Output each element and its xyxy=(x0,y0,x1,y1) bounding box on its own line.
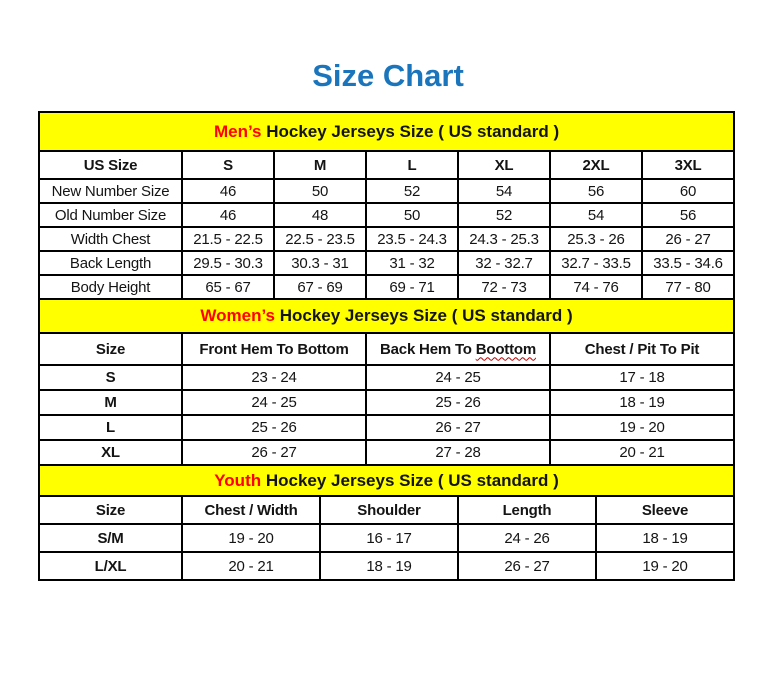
youth-banner-highlight: Youth xyxy=(214,470,262,490)
mens-col-xl: XL xyxy=(458,151,550,179)
value-cell: 24.3 - 25.3 xyxy=(458,227,550,251)
womens-banner-row xyxy=(39,299,734,333)
womens-size-table xyxy=(38,298,735,466)
womens-banner-highlight: Women’s xyxy=(200,306,275,325)
value-cell: 18 - 19 xyxy=(596,524,734,552)
value-cell: 60 xyxy=(642,179,734,203)
mens-header-row xyxy=(39,151,734,179)
value-cell: 20 - 21 xyxy=(182,552,320,580)
value-cell: 46 xyxy=(182,179,274,203)
womens-banner-rest: Hockey Jerseys Size ( US standard ) xyxy=(275,306,573,325)
youth-col-shoulder: Shoulder xyxy=(320,496,458,524)
value-cell: 18 - 19 xyxy=(550,390,734,415)
value-cell: 23.5 - 24.3 xyxy=(366,227,458,251)
value-cell: 25.3 - 26 xyxy=(550,227,642,251)
womens-col-back-hem-prefix: Back Hem To xyxy=(380,340,476,358)
value-cell: 26 - 27 xyxy=(458,552,596,580)
youth-col-length: Length xyxy=(458,496,596,524)
value-cell: 77 - 80 xyxy=(642,275,734,299)
value-cell: 54 xyxy=(550,203,642,227)
row-label-cell: M xyxy=(39,390,182,415)
value-cell: 67 - 69 xyxy=(274,275,366,299)
youth-size-table xyxy=(38,464,735,581)
value-cell: 32 - 32.7 xyxy=(458,251,550,275)
value-cell: 65 - 67 xyxy=(182,275,274,299)
value-cell: 26 - 27 xyxy=(366,415,550,440)
mens-banner-highlight: Men’s xyxy=(213,121,262,141)
youth-header-row xyxy=(39,496,734,524)
value-cell: 32.7 - 33.5 xyxy=(550,251,642,275)
value-cell: 26 - 27 xyxy=(642,227,734,251)
value-cell: 21.5 - 22.5 xyxy=(182,227,274,251)
value-cell: 50 xyxy=(274,179,366,203)
womens-banner xyxy=(39,299,734,333)
mens-col-s: S xyxy=(182,151,274,179)
row-label-cell: New Number Size xyxy=(39,179,182,203)
mens-col-m: M xyxy=(274,151,366,179)
value-cell: 54 xyxy=(458,179,550,203)
value-cell: 46 xyxy=(182,203,274,227)
youth-col-chest-width: Chest / Width xyxy=(182,496,320,524)
womens-col-back-hem-misspelled-word: Boottom xyxy=(475,340,536,358)
mens-size-table xyxy=(38,111,735,300)
value-cell: 74 - 76 xyxy=(550,275,642,299)
row-label-cell: Body Height xyxy=(39,275,182,299)
womens-col-size: Size xyxy=(39,333,182,365)
mens-banner-row xyxy=(39,112,734,151)
value-cell: 19 - 20 xyxy=(182,524,320,552)
womens-col-chest: Chest / Pit To Pit xyxy=(550,333,734,365)
mens-col-us-size: US Size xyxy=(39,151,182,179)
value-cell: 56 xyxy=(642,203,734,227)
youth-col-sleeve: Sleeve xyxy=(596,496,734,524)
row-label-cell: XL xyxy=(39,440,182,465)
value-cell: 29.5 - 30.3 xyxy=(182,251,274,275)
table-row xyxy=(39,390,734,415)
youth-col-size: Size xyxy=(39,496,182,524)
table-row xyxy=(39,552,734,580)
value-cell: 52 xyxy=(458,203,550,227)
value-cell: 72 - 73 xyxy=(458,275,550,299)
womens-col-back-hem xyxy=(366,333,550,365)
table-row xyxy=(39,275,734,299)
value-cell: 56 xyxy=(550,179,642,203)
value-cell: 24 - 25 xyxy=(182,390,366,415)
table-row xyxy=(39,179,734,203)
value-cell: 30.3 - 31 xyxy=(274,251,366,275)
table-row xyxy=(39,251,734,275)
row-label-cell: L xyxy=(39,415,182,440)
value-cell: 27 - 28 xyxy=(366,440,550,465)
page-title: Size Chart xyxy=(312,58,464,93)
value-cell: 24 - 25 xyxy=(366,365,550,390)
value-cell: 23 - 24 xyxy=(182,365,366,390)
value-cell: 50 xyxy=(366,203,458,227)
mens-banner xyxy=(39,112,734,151)
row-label-cell: S/M xyxy=(39,524,182,552)
value-cell: 19 - 20 xyxy=(550,415,734,440)
womens-col-front-hem: Front Hem To Bottom xyxy=(182,333,366,365)
value-cell: 17 - 18 xyxy=(550,365,734,390)
value-cell: 18 - 19 xyxy=(320,552,458,580)
row-label-cell: Old Number Size xyxy=(39,203,182,227)
youth-banner-rest: Hockey Jerseys Size ( US standard ) xyxy=(261,470,559,490)
value-cell: 24 - 26 xyxy=(458,524,596,552)
value-cell: 48 xyxy=(274,203,366,227)
table-row xyxy=(39,524,734,552)
row-label-cell: Back Length xyxy=(39,251,182,275)
mens-col-2xl: 2XL xyxy=(550,151,642,179)
row-label-cell: Width Chest xyxy=(39,227,182,251)
value-cell: 22.5 - 23.5 xyxy=(274,227,366,251)
row-label-cell: S xyxy=(39,365,182,390)
value-cell: 26 - 27 xyxy=(182,440,366,465)
value-cell: 69 - 71 xyxy=(366,275,458,299)
table-row xyxy=(39,365,734,390)
youth-banner xyxy=(39,465,734,496)
value-cell: 20 - 21 xyxy=(550,440,734,465)
mens-col-3xl: 3XL xyxy=(642,151,734,179)
value-cell: 52 xyxy=(366,179,458,203)
mens-banner-rest: Hockey Jerseys Size ( US standard ) xyxy=(261,121,560,141)
value-cell: 19 - 20 xyxy=(596,552,734,580)
table-row xyxy=(39,227,734,251)
value-cell: 33.5 - 34.6 xyxy=(642,251,734,275)
row-label-cell: L/XL xyxy=(39,552,182,580)
table-row xyxy=(39,415,734,440)
table-row xyxy=(39,440,734,465)
mens-col-l: L xyxy=(366,151,458,179)
table-row xyxy=(39,203,734,227)
value-cell: 25 - 26 xyxy=(182,415,366,440)
youth-banner-row xyxy=(39,465,734,496)
value-cell: 25 - 26 xyxy=(366,390,550,415)
value-cell: 31 - 32 xyxy=(366,251,458,275)
womens-header-row xyxy=(39,333,734,365)
value-cell: 16 - 17 xyxy=(320,524,458,552)
